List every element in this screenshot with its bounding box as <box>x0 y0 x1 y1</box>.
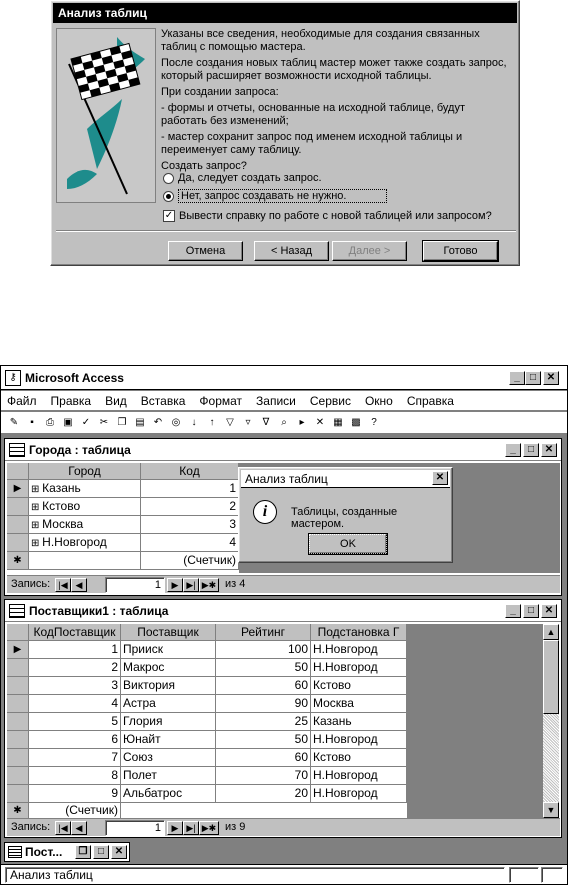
wizard-dialog <box>50 0 520 266</box>
name-cell[interactable]: Прииск <box>121 641 216 658</box>
record-total: из 9 <box>225 821 246 833</box>
city-cell[interactable]: Н.Новгород <box>311 767 407 784</box>
city-cell[interactable]: Н.Новгород <box>311 731 407 748</box>
sort-desc-icon[interactable]: ↑ <box>209 416 215 428</box>
suppliers-title: Поставщики1 : таблица <box>29 603 169 618</box>
id-cell[interactable]: 5 <box>29 713 121 730</box>
new-record-icon[interactable]: ✱ <box>7 552 29 569</box>
id-cell[interactable]: 9 <box>29 785 121 802</box>
name-cell[interactable]: Макрос <box>121 659 216 676</box>
radio-no-label: Нет, запрос создавать не нужно. <box>178 189 387 203</box>
minimize-button[interactable]: _ <box>509 371 525 385</box>
column-header[interactable]: Код <box>141 463 239 480</box>
table-icon <box>9 443 25 457</box>
next-record-button[interactable]: ▶ <box>167 578 183 592</box>
rating-cell[interactable]: 50 <box>216 731 311 748</box>
column-header[interactable]: Рейтинг <box>216 624 311 641</box>
new-record-icon[interactable]: ▸ <box>299 416 305 428</box>
spelling-icon[interactable]: ✓ <box>81 416 91 428</box>
maximize-button[interactable]: □ <box>523 604 539 618</box>
menu-bar <box>1 391 567 411</box>
wizard-question: Создать запрос? <box>161 160 247 172</box>
column-header[interactable]: Поставщик <box>121 624 216 641</box>
info-icon: i <box>253 500 277 524</box>
record-label: Запись: <box>11 578 51 590</box>
close-button[interactable]: ✕ <box>541 443 557 457</box>
radio-button-selected[interactable] <box>163 191 174 202</box>
city-cell[interactable] <box>29 552 141 569</box>
new-object-icon[interactable]: ▩ <box>351 416 361 428</box>
row-selector[interactable] <box>7 749 29 766</box>
help-icon[interactable]: ? <box>371 416 377 428</box>
rating-cell[interactable]: 70 <box>216 767 311 784</box>
new-record-row[interactable] <box>7 552 239 570</box>
prev-record-button[interactable]: ◀ <box>71 578 87 592</box>
table-icon <box>8 846 22 858</box>
table-row[interactable] <box>7 731 407 749</box>
table-row[interactable] <box>7 767 407 785</box>
table-row[interactable] <box>7 659 407 677</box>
table-icon <box>9 604 25 618</box>
wizard-illustration <box>56 28 156 203</box>
code-cell[interactable]: (Счетчик) <box>141 552 239 569</box>
corner-header <box>7 624 29 641</box>
message-dialog <box>238 467 453 563</box>
menu-format[interactable]: Формат <box>199 393 243 408</box>
code-cell[interactable]: 1 <box>141 480 239 497</box>
status-panel <box>541 867 563 883</box>
radio-yes[interactable] <box>163 171 322 185</box>
id-cell[interactable]: (Счетчик) <box>29 803 121 818</box>
row-selector[interactable] <box>7 695 29 712</box>
first-record-button[interactable]: |◀ <box>55 821 71 835</box>
new-record-button[interactable]: ▶✱ <box>199 821 219 835</box>
ok-button[interactable]: OK <box>309 534 387 554</box>
row-selector[interactable] <box>7 534 29 551</box>
row-selector[interactable] <box>7 767 29 784</box>
current-record-icon[interactable]: ▶ <box>7 641 29 658</box>
expand-icon[interactable]: ⊞ <box>31 484 43 495</box>
column-header[interactable]: Подстановка Г <box>311 624 407 641</box>
rating-cell[interactable]: 90 <box>216 695 311 712</box>
paste-icon[interactable]: ▤ <box>135 416 145 428</box>
name-cell[interactable]: Виктория <box>121 677 216 694</box>
table-row[interactable] <box>7 641 407 659</box>
table-row[interactable] <box>7 516 239 534</box>
wizard-titlebar <box>53 3 517 23</box>
status-text-panel <box>5 867 505 883</box>
app-title: Microsoft Access <box>25 370 124 385</box>
next-record-button[interactable]: ▶ <box>167 821 183 835</box>
table-row[interactable] <box>7 498 239 516</box>
status-bar <box>1 864 567 884</box>
new-record-button[interactable]: ▶✱ <box>199 578 219 592</box>
column-header[interactable]: Город <box>29 463 141 480</box>
city-cell[interactable]: Н.Новгород <box>311 659 407 676</box>
delete-record-icon[interactable]: ✕ <box>315 416 325 428</box>
scroll-up-arrow-icon[interactable]: ▲ <box>543 624 559 640</box>
scroll-down-arrow-icon[interactable]: ▼ <box>543 802 559 818</box>
menu-tools[interactable]: Сервис <box>309 393 351 408</box>
code-cell[interactable]: 4 <box>141 534 239 551</box>
id-cell[interactable]: 7 <box>29 749 121 766</box>
record-total: из 4 <box>225 578 246 590</box>
city-cell[interactable]: ⊞ Кстово <box>29 498 141 515</box>
last-record-button[interactable]: ▶| <box>183 821 199 835</box>
name-cell[interactable]: Союз <box>121 749 216 766</box>
current-record-icon[interactable]: ▶ <box>7 480 29 497</box>
wizard-title: Анализ таблиц <box>58 6 147 20</box>
record-number-field[interactable]: 1 <box>105 577 165 593</box>
record-number-field[interactable]: 1 <box>105 820 165 836</box>
help-checkbox-label: Вывести справку по работе с новой таблицей или запросом? <box>179 210 492 222</box>
id-cell[interactable]: 1 <box>29 641 121 658</box>
preview-icon[interactable]: ▣ <box>63 416 73 428</box>
column-header[interactable]: КодПоставщик <box>29 624 121 641</box>
close-button[interactable]: ✕ <box>541 604 557 618</box>
city-cell[interactable]: ⊞ Казань <box>29 480 141 497</box>
id-cell[interactable]: 3 <box>29 677 121 694</box>
rating-cell[interactable]: 60 <box>216 749 311 766</box>
cities-title: Города : таблица <box>29 442 131 457</box>
radio-no[interactable] <box>163 189 387 205</box>
first-record-button[interactable]: |◀ <box>55 578 71 592</box>
wizard-paragraph: - формы и отчеты, основанные на исходной таблице, будут работать без изменений; <box>161 102 465 127</box>
row-selector[interactable] <box>7 785 29 802</box>
corner-header <box>7 463 29 480</box>
message-text: Таблицы, созданные мастером. <box>291 506 398 530</box>
access-window <box>0 365 568 885</box>
id-cell[interactable]: 2 <box>29 659 121 676</box>
apply-filter-icon[interactable]: ∇ <box>262 416 270 428</box>
wizard-paragraph: После создания новых таблиц мастер может также создать запрос, который расширяет возможности исходной таблицы. <box>161 57 507 82</box>
expand-icon[interactable]: ⊞ <box>31 520 43 531</box>
checkbox-checked-icon[interactable]: ✓ <box>164 210 174 221</box>
expand-icon[interactable]: ⊞ <box>31 538 43 549</box>
filter-selection-icon[interactable]: ▽ <box>226 416 234 428</box>
record-label: Запись: <box>11 821 51 833</box>
filter-form-icon[interactable]: ▿ <box>245 416 251 428</box>
menu-records[interactable]: Записи <box>256 393 296 408</box>
menu-window[interactable]: Окно <box>364 393 393 408</box>
close-button[interactable]: ✕ <box>111 845 127 859</box>
scroll-thumb[interactable] <box>543 640 559 714</box>
design-view-icon[interactable]: ✎ <box>9 416 19 428</box>
wizard-text <box>161 28 511 173</box>
name-cell[interactable]: Альбатрос <box>121 785 216 802</box>
city-cell[interactable]: ⊞ Москва <box>29 516 141 533</box>
row-selector[interactable] <box>7 498 29 515</box>
finish-button[interactable]: Готово <box>423 241 498 261</box>
cut-icon[interactable]: ✂ <box>99 416 109 428</box>
database-window-icon[interactable]: ▦ <box>333 416 343 428</box>
city-cell[interactable]: Н.Новгород <box>311 641 407 658</box>
back-button[interactable]: < Назад <box>254 241 329 261</box>
rating-cell[interactable]: 50 <box>216 659 311 676</box>
rating-cell[interactable]: 25 <box>216 713 311 730</box>
menu-view[interactable]: Вид <box>105 393 127 408</box>
table-row[interactable] <box>7 677 407 695</box>
find-icon[interactable]: ⌕ <box>281 416 287 428</box>
close-button[interactable]: ✕ <box>432 471 448 485</box>
table-row[interactable] <box>7 785 407 803</box>
undo-icon[interactable]: ↶ <box>153 416 163 428</box>
hyperlink-icon[interactable]: ◎ <box>171 416 181 428</box>
row-selector[interactable] <box>7 731 29 748</box>
app-titlebar <box>1 366 567 390</box>
menu-edit[interactable]: Правка <box>50 393 92 408</box>
print-icon[interactable]: ⎙ <box>46 416 54 428</box>
city-cell[interactable]: Москва <box>311 695 407 712</box>
city-cell[interactable]: ⊞ Н.Новгород <box>29 534 141 551</box>
suppliers-window <box>4 599 562 838</box>
minimized-window-label: Пост... <box>25 845 63 859</box>
status-panel <box>509 867 539 883</box>
wizard-paragraph: - мастер сохранит запрос под именем исходной таблицы и переименует саму таблицу. <box>161 131 463 156</box>
sort-asc-icon[interactable]: ↓ <box>191 416 197 428</box>
maximize-button[interactable]: □ <box>93 845 109 859</box>
code-cell[interactable]: 2 <box>141 498 239 515</box>
copy-icon[interactable]: ❐ <box>117 416 127 428</box>
cities-titlebar <box>5 439 561 461</box>
city-cell[interactable]: Н.Новгород <box>311 785 407 802</box>
wizard-paragraph: Указаны все сведения, необходимые для создания связанных таблиц с помощью мастера. <box>161 28 480 53</box>
save-icon[interactable]: ▪ <box>30 416 34 428</box>
last-record-button[interactable]: ▶| <box>183 578 199 592</box>
divider <box>56 230 516 232</box>
name-cell[interactable]: Полет <box>121 767 216 784</box>
menu-help[interactable]: Справка <box>406 393 454 408</box>
maximize-button[interactable]: □ <box>525 371 541 385</box>
status-text: Анализ таблиц <box>10 868 93 882</box>
table-row[interactable] <box>7 695 407 713</box>
expand-icon[interactable]: ⊞ <box>31 502 43 513</box>
new-record-icon[interactable]: ✱ <box>7 803 29 818</box>
message-title: Анализ таблиц <box>245 471 328 486</box>
minimize-button[interactable]: _ <box>505 443 521 457</box>
row-selector[interactable] <box>7 659 29 676</box>
rating-cell[interactable]: 60 <box>216 677 311 694</box>
new-record-row[interactable] <box>7 803 407 818</box>
close-button[interactable]: ✕ <box>543 371 559 385</box>
wizard-paragraph: При создании запроса: <box>161 86 279 98</box>
city-cell[interactable]: Кстово <box>311 749 407 766</box>
city-cell[interactable]: Казань <box>311 713 407 730</box>
vertical-scrollbar[interactable] <box>543 624 559 818</box>
radio-button[interactable] <box>163 173 174 184</box>
name-cell[interactable]: Глория <box>121 713 216 730</box>
maximize-button[interactable]: □ <box>523 443 539 457</box>
access-key-icon: ⚷ <box>5 370 21 386</box>
restore-button[interactable]: ❐ <box>75 845 91 859</box>
code-cell[interactable]: 3 <box>141 516 239 533</box>
cancel-button[interactable]: Отмена <box>168 241 243 261</box>
row-selector[interactable] <box>7 516 29 533</box>
city-cell[interactable]: Кстово <box>311 677 407 694</box>
help-checkbox[interactable] <box>163 209 492 223</box>
table-row[interactable] <box>7 480 239 498</box>
menu-insert[interactable]: Вставка <box>140 393 186 408</box>
minimize-button[interactable]: _ <box>505 604 521 618</box>
id-cell[interactable]: 4 <box>29 695 121 712</box>
suppliers-nav-bar <box>7 818 560 836</box>
radio-yes-label: Да, следует создать запрос. <box>178 172 322 184</box>
rating-cell[interactable]: 20 <box>216 785 311 802</box>
suppliers-titlebar <box>5 600 561 622</box>
next-button[interactable]: Далее > <box>332 241 407 261</box>
toolbar <box>1 412 567 434</box>
table-row[interactable] <box>7 749 407 767</box>
suppliers-grid <box>7 624 543 818</box>
name-cell[interactable]: Юнайт <box>121 731 216 748</box>
rating-cell[interactable]: 100 <box>216 641 311 658</box>
menu-file[interactable]: Файл <box>7 393 37 408</box>
minimized-window[interactable] <box>4 842 130 862</box>
row-selector[interactable] <box>7 713 29 730</box>
name-cell[interactable]: Астра <box>121 695 216 712</box>
table-row[interactable] <box>7 713 407 731</box>
id-cell[interactable]: 6 <box>29 731 121 748</box>
prev-record-button[interactable]: ◀ <box>71 821 87 835</box>
checkered-flag-icon <box>57 29 155 202</box>
cities-nav-bar <box>7 575 560 593</box>
table-row[interactable] <box>7 534 239 552</box>
row-selector[interactable] <box>7 677 29 694</box>
id-cell[interactable]: 8 <box>29 767 121 784</box>
message-titlebar <box>241 470 450 488</box>
